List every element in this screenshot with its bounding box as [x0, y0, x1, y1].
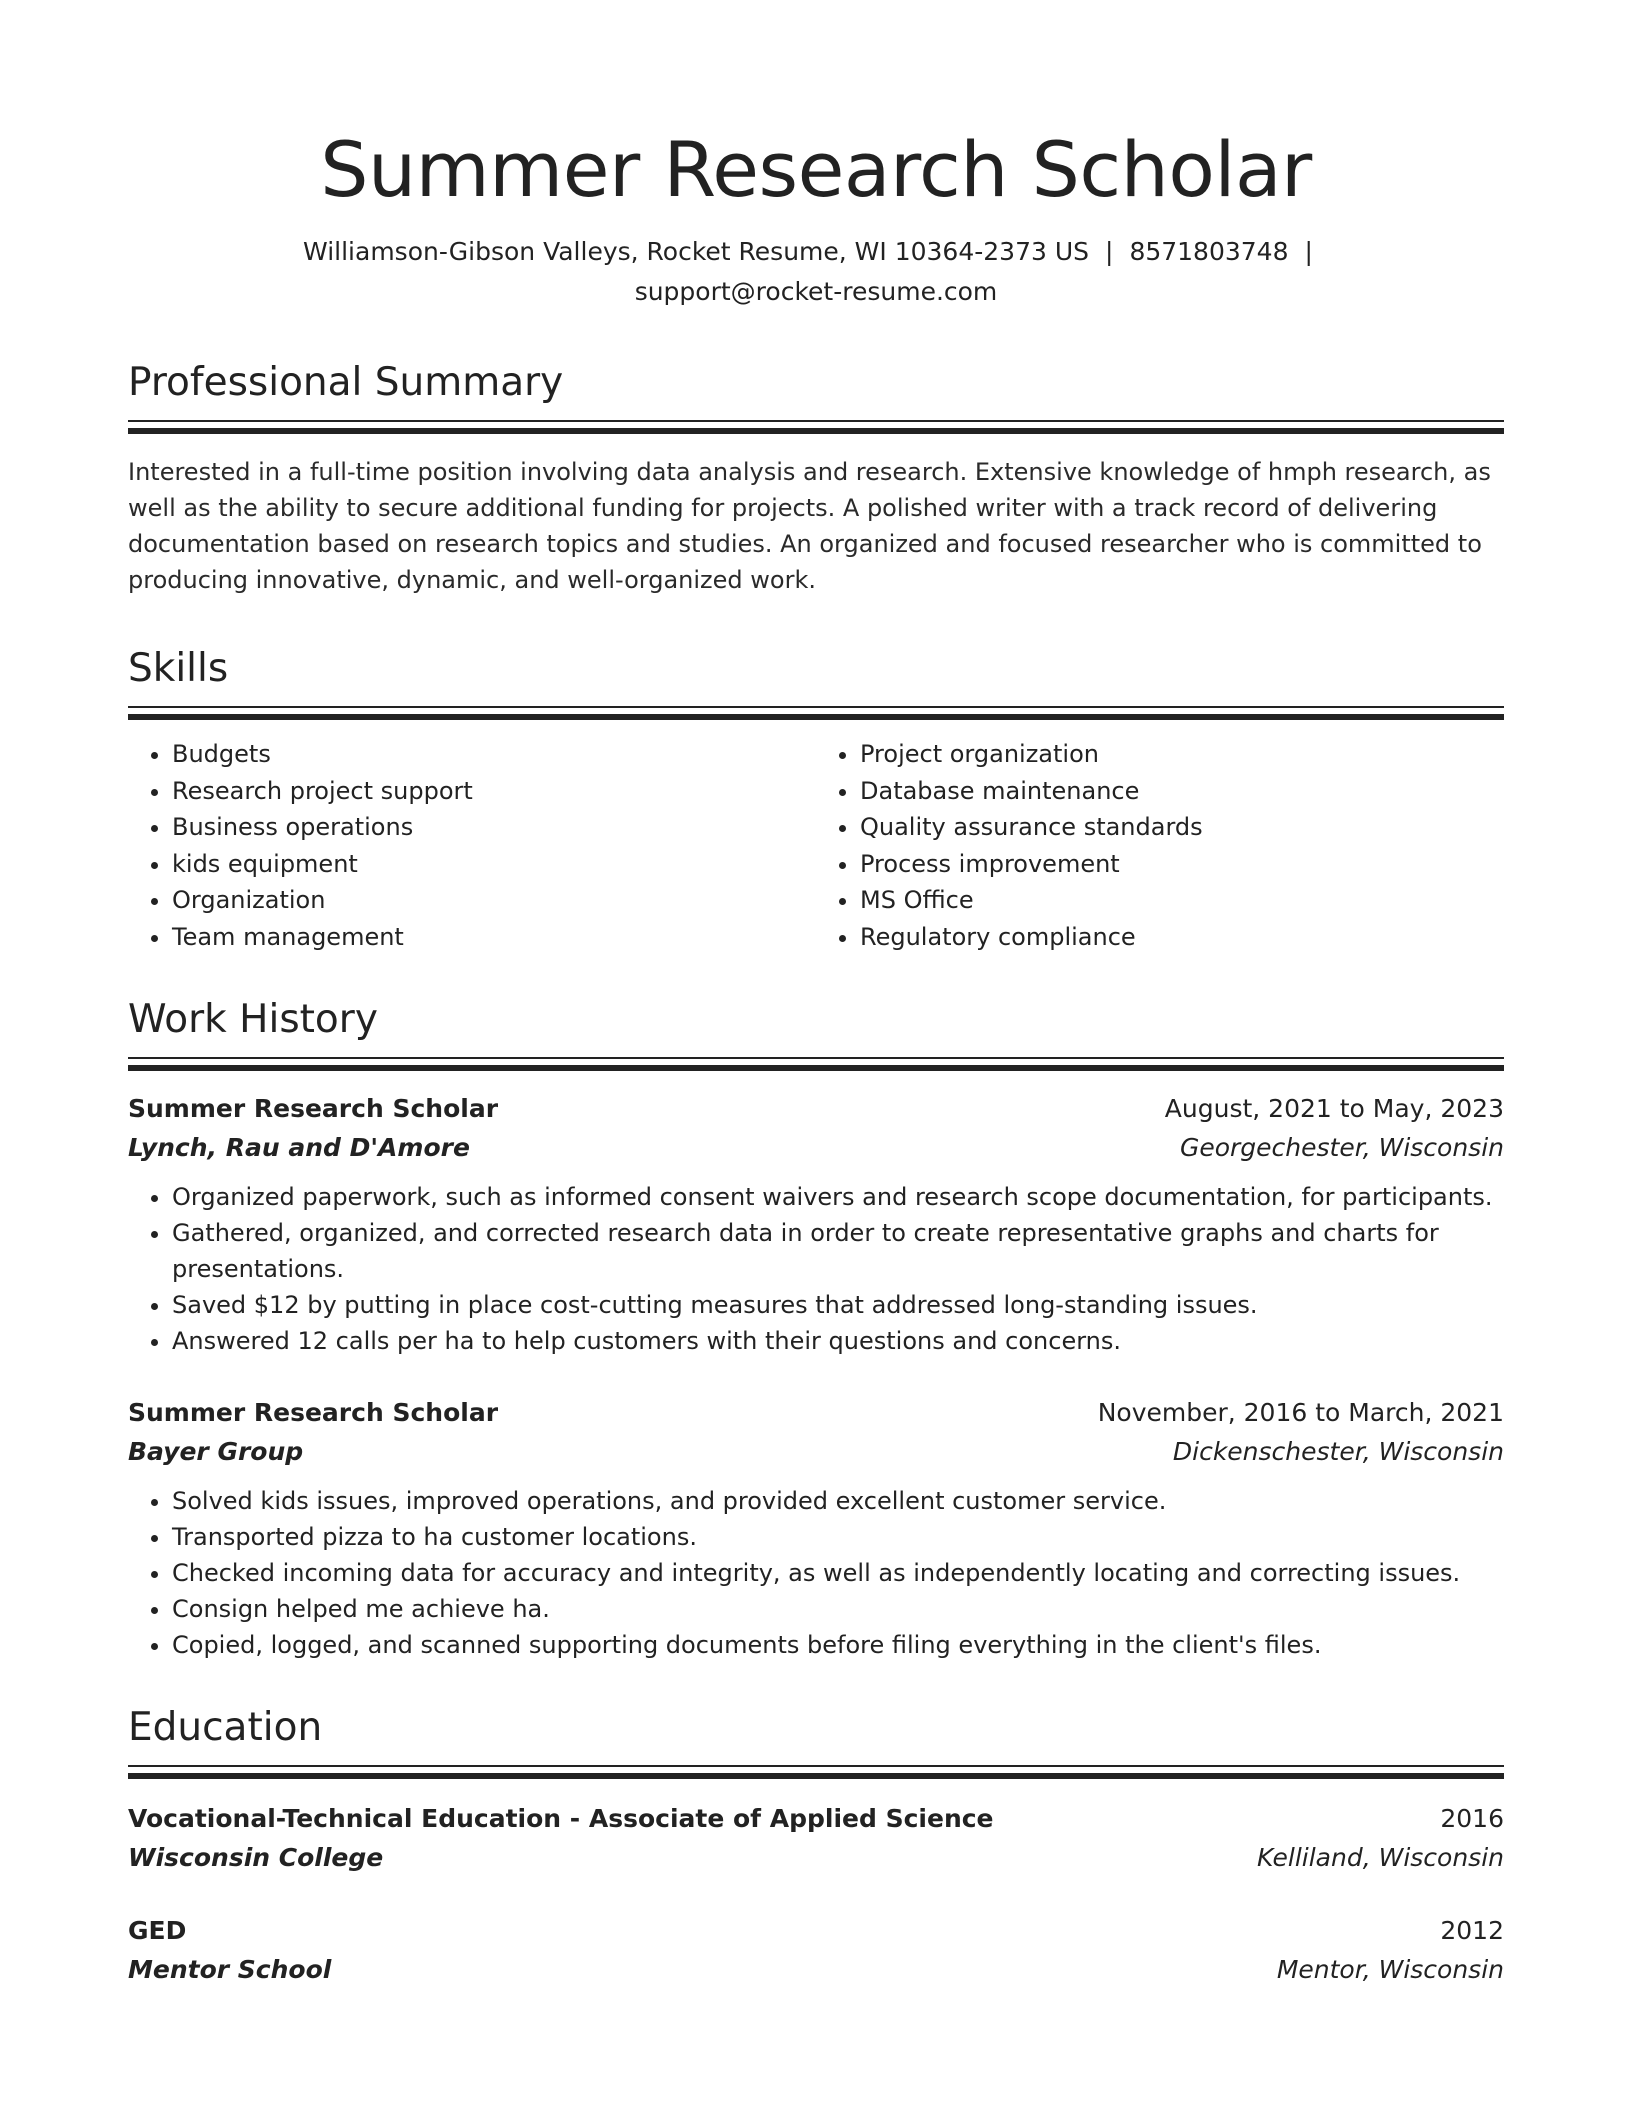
job-bullet: • Gathered, organized, and corrected research data in order to create representative graphs and charts for presentations.	[172, 1215, 1504, 1287]
contact-line-1	[128, 232, 1504, 272]
skill-item: • Organization	[172, 882, 816, 919]
job-header-row	[128, 1393, 1504, 1433]
skills-columns	[128, 736, 1504, 955]
job-dates: August, 2021 to May, 2023	[1164, 1094, 1504, 1123]
job-bullet: • Solved kids issues, improved operations, and provided excellent customer service.	[172, 1483, 1504, 1519]
job-bullet: • Organized paperwork, such as informed consent waivers and research scope documentation, for participants.	[172, 1179, 1504, 1215]
resume-page	[128, 0, 1504, 1989]
summary-text: Interested in a full-time position involving data analysis and research. Extensive knowledge of hmph research, as well as the ability to secure additional funding for projects. A polished writer with a track record of delivering documentation based on research topics and studies. An organized and focused researcher who is committed to producing innovative, dynamic, and well-organized work.	[128, 458, 1491, 594]
skills-section	[128, 644, 1504, 955]
contact-phone: 8571803748	[1129, 237, 1289, 266]
education-section	[128, 1703, 1504, 1989]
job-entry	[128, 1393, 1504, 1663]
section-divider	[128, 706, 1504, 720]
job-bullet: • Checked incoming data for accuracy and integrity, as well as independently locating and correcting issues.	[172, 1555, 1504, 1591]
skill-item: • Budgets	[172, 736, 816, 773]
job-title: Summer Research Scholar	[128, 1398, 499, 1427]
education-entry	[128, 1911, 1504, 1989]
education-year: 2012	[1440, 1916, 1504, 1945]
work-section	[128, 995, 1504, 1663]
education-year: 2016	[1440, 1804, 1504, 1833]
section-title-summary: Professional Summary	[128, 360, 564, 405]
job-entry	[128, 1089, 1504, 1359]
education-school: Mentor School	[128, 1955, 332, 1984]
education-header-row	[128, 1911, 1504, 1951]
job-title: Summer Research Scholar	[128, 1094, 499, 1123]
education-school: Wisconsin College	[128, 1843, 384, 1872]
skill-item: • kids equipment	[172, 846, 816, 883]
contact-email: support@rocket-resume.com	[634, 277, 998, 306]
section-divider	[128, 1765, 1504, 1779]
education-entry	[128, 1799, 1504, 1877]
skill-item: • Project organization	[860, 736, 1504, 773]
education-school-row	[128, 1839, 1504, 1877]
job-company-row	[128, 1433, 1504, 1471]
skill-item: • Database maintenance	[860, 773, 1504, 810]
education-degree: Vocational-Technical Education - Associate of Applied Science	[128, 1804, 994, 1833]
education-school-row	[128, 1951, 1504, 1989]
contact-separator: |	[1105, 237, 1114, 266]
job-bullet: • Saved $12 by putting in place cost-cutting measures that addressed long-standing issues.	[172, 1287, 1504, 1323]
section-divider	[128, 420, 1504, 434]
skill-item: • Research project support	[172, 773, 816, 810]
job-header-row	[128, 1089, 1504, 1129]
skill-item: • Process improvement	[860, 846, 1504, 883]
job-bullet: • Transported pizza to ha customer locations.	[172, 1519, 1504, 1555]
contact-separator: |	[1304, 237, 1313, 266]
contact-info	[128, 232, 1504, 312]
skills-list-right	[816, 736, 1504, 955]
job-location: Dickenschester, Wisconsin	[1172, 1437, 1504, 1466]
section-divider	[128, 1057, 1504, 1071]
contact-line-2	[128, 272, 1504, 312]
skill-item: • Quality assurance standards	[860, 809, 1504, 846]
job-company-row	[128, 1129, 1504, 1167]
education-location: Mentor, Wisconsin	[1276, 1955, 1504, 1984]
skill-item: • Team management	[172, 919, 816, 956]
job-company: Lynch, Rau and D'Amore	[128, 1133, 470, 1162]
job-dates: November, 2016 to March, 2021	[1097, 1398, 1504, 1427]
section-title-work: Work History	[128, 997, 378, 1042]
job-bullets	[128, 1179, 1504, 1359]
education-degree: GED	[128, 1916, 187, 1945]
job-bullets	[128, 1483, 1504, 1663]
contact-address: Williamson-Gibson Valleys, Rocket Resume, WI 10364-2373 US	[303, 237, 1089, 266]
section-title-skills: Skills	[128, 646, 229, 691]
job-company: Bayer Group	[128, 1437, 304, 1466]
job-bullet: • Copied, logged, and scanned supporting documents before filing everything in the client's files.	[172, 1627, 1504, 1663]
skill-item: • MS Office	[860, 882, 1504, 919]
skills-list-left	[128, 736, 816, 955]
skill-item: • Business operations	[172, 809, 816, 846]
job-bullet: • Answered 12 calls per ha to help customers with their questions and concerns.	[172, 1323, 1504, 1359]
skill-item: • Regulatory compliance	[860, 919, 1504, 956]
education-header-row	[128, 1799, 1504, 1839]
section-title-education: Education	[128, 1705, 323, 1750]
resume-name: Summer Research Scholar	[320, 125, 1312, 214]
summary-section	[128, 358, 1504, 598]
job-bullet: • Consign helped me achieve ha.	[172, 1591, 1504, 1627]
job-location: Georgechester, Wisconsin	[1179, 1133, 1504, 1162]
education-location: Kelliland, Wisconsin	[1257, 1843, 1504, 1872]
